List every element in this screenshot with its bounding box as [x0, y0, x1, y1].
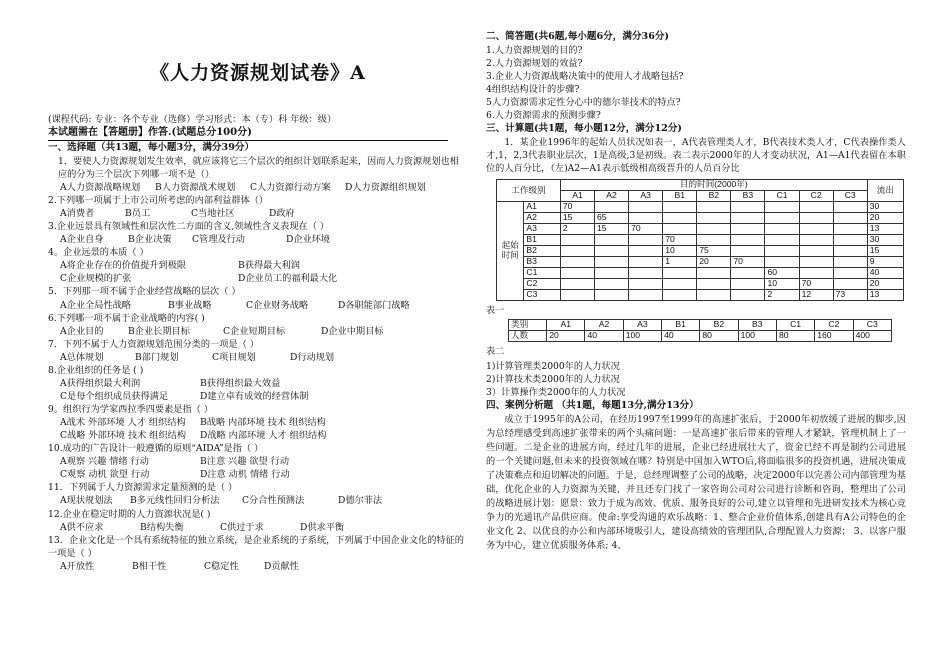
- row-label: A1: [524, 201, 561, 212]
- table-cell: [833, 267, 867, 278]
- table-cell: [629, 234, 663, 245]
- exam-notice: 本试题需在【答题册】作答.(试题总分100分): [48, 126, 448, 141]
- option-a: A开放性: [60, 560, 95, 572]
- outflow-cell: 9: [867, 256, 903, 267]
- table-cell: [595, 289, 629, 300]
- question-options: [48, 468, 468, 481]
- table-row: [497, 212, 904, 223]
- option-c: C当地社区: [191, 208, 235, 220]
- table-cell: [697, 223, 731, 234]
- question-stem: 10.成功的广告设计一般遵循的原则“AIDA”是指（ ）: [48, 443, 264, 455]
- table-cell: [595, 267, 629, 278]
- task-3: 3）计算操作类2000年的人力状况: [486, 387, 626, 399]
- table-cell: 400: [853, 330, 891, 341]
- option-a: A消费者: [60, 208, 95, 220]
- task-1: 1)计算管理类2000年的人力状况: [486, 360, 620, 372]
- column-header: B3: [731, 190, 765, 201]
- question-options: [48, 429, 468, 442]
- option-d: D注意 动机 情绪 行动: [200, 469, 290, 481]
- table-cell: [731, 223, 765, 234]
- section2-header: 二、简答题(共6题,每小题6分，满分36分): [486, 31, 670, 42]
- option-b: B部门规划: [135, 351, 179, 363]
- page-title: 《人力资源规划试卷》A: [150, 62, 366, 84]
- table-cell: [663, 267, 697, 278]
- option-a: A企业目的: [60, 325, 104, 337]
- table-cell: [629, 245, 663, 256]
- option-d: D贡献性: [264, 560, 299, 572]
- question-3: [48, 220, 468, 246]
- table-cell: [560, 267, 594, 278]
- outflow-cell: 13: [867, 223, 903, 234]
- question-options: [48, 207, 468, 220]
- row-label: B1: [524, 234, 561, 245]
- table-cell: 65: [595, 212, 629, 223]
- column-header: A2: [585, 319, 623, 330]
- table-row: [497, 223, 904, 234]
- option-a: A获得组织最大利润: [60, 377, 141, 389]
- row-label: A2: [524, 212, 561, 223]
- table-cell: [765, 245, 799, 256]
- question-stem: 6.下列哪一项不属于企业战略的内容( ): [48, 312, 205, 324]
- table-cell: [697, 212, 731, 223]
- row-label: B2: [524, 245, 561, 256]
- row-label: C3: [524, 289, 561, 300]
- table-row: [497, 278, 904, 289]
- table-value-label: 人数: [509, 330, 547, 341]
- option-d: D人力资源组织规划: [345, 181, 426, 193]
- table-cell: [799, 256, 833, 267]
- table-cell: [595, 245, 629, 256]
- option-d: D建立卓有成效的经营体制: [200, 390, 309, 402]
- table-cell: [765, 212, 799, 223]
- short-question-2: 2.人力资源规划的效益?: [486, 57, 583, 69]
- option-b: B事业战略: [168, 299, 212, 311]
- table-cell: 60: [765, 267, 799, 278]
- question-10: [48, 442, 468, 481]
- outflow-header: 流出: [867, 179, 903, 201]
- option-d: D战略 内部环境 人才 组织结构: [200, 430, 327, 442]
- column-header: C3: [853, 319, 891, 330]
- option-a: A将企业存在的价值提升到极限: [60, 260, 187, 272]
- option-c: C企业规模的扩张: [60, 273, 132, 285]
- table-cell: [833, 201, 867, 212]
- table-row: [497, 289, 904, 300]
- table-cell: 12: [799, 289, 833, 300]
- column-header: C3: [833, 190, 867, 201]
- outflow-cell: 20: [867, 278, 903, 289]
- table-cell: [731, 245, 765, 256]
- column-header: A1: [547, 319, 585, 330]
- table-cell: [799, 245, 833, 256]
- table-row: [497, 234, 904, 245]
- table-row: [497, 256, 904, 267]
- table-cell: 160: [815, 330, 853, 341]
- table-cell: [663, 212, 697, 223]
- table-cell: 2: [765, 289, 799, 300]
- table-cell: [765, 201, 799, 212]
- table-cell: [799, 234, 833, 245]
- column-header: A1: [560, 190, 594, 201]
- question-8: [48, 364, 468, 403]
- question-4: [48, 246, 468, 285]
- table-cell: 40: [585, 330, 623, 341]
- question-options: [48, 560, 468, 573]
- option-c: C企业财务战略: [246, 299, 309, 311]
- row-label: C1: [524, 267, 561, 278]
- short-question-6: 6.人力资源需求的预测步骤?: [486, 109, 601, 121]
- table-cell: [663, 289, 697, 300]
- table-cell: [697, 234, 731, 245]
- column-header: B1: [663, 190, 697, 201]
- table-cell: 70: [663, 234, 697, 245]
- question-stem: 5．下列那一项不属于企业经营战略的层次（ ）: [48, 286, 241, 298]
- table-cell: [595, 234, 629, 245]
- table-cell: 100: [623, 330, 661, 341]
- option-c: C管理及行动: [192, 234, 245, 246]
- question-stem: 9。组织行为学家西拉季四要素是指（ ）: [48, 404, 213, 416]
- question-options: [48, 521, 468, 534]
- option-b: B多元线性回归分析法: [130, 495, 220, 507]
- table-cell: 2: [560, 223, 594, 234]
- section4-header: 四、案例分析题 （共1题，每题13分,满分13分）: [486, 400, 699, 412]
- table-cell: [833, 278, 867, 289]
- table-cell: 70: [629, 223, 663, 234]
- option-b: B员工: [125, 208, 151, 220]
- option-a: A总体规划: [60, 351, 104, 363]
- table-cell: 15: [595, 223, 629, 234]
- table-cell: [731, 278, 765, 289]
- table-cell: [663, 201, 697, 212]
- question-stem: 2.下列哪一项属于上市公司所考虑的内部利益群体（）: [48, 195, 269, 207]
- column-header: B2: [700, 319, 738, 330]
- table-cell: [833, 223, 867, 234]
- table1-caption: 表一: [486, 304, 505, 316]
- question-options: [48, 272, 468, 285]
- option-b: B战略 内部环境 技术 组织结构: [200, 417, 326, 429]
- option-a: A人力资源战略规划: [60, 181, 141, 193]
- table-cell: [629, 289, 663, 300]
- table-cell: [799, 212, 833, 223]
- table-cell: 20: [547, 330, 585, 341]
- table-cell: [765, 256, 799, 267]
- table-cell: 73: [833, 289, 867, 300]
- option-a: A企业全局性战略: [60, 299, 131, 311]
- option-b: B结构失衡: [140, 521, 184, 533]
- question-options: [48, 181, 468, 194]
- question-7: [48, 338, 468, 364]
- option-d: D行动规划: [290, 351, 335, 363]
- section3-header: 三、计算题(共1题，每小题12分，满分12分): [486, 122, 682, 134]
- table-cell: [731, 267, 765, 278]
- option-c: C稳定性: [204, 560, 239, 572]
- section3-text: 1．某企业1996年的起始人员状况如表一，A代表管理类人才，B代表技术类人才，C代表操作类人才,1，2,3代表职业层次，1是高级,3是初级。表二表示2000年的人才变动状况，A1—A1代表留在本职位的人百分比，（左)A2—A1表示低级相高级晋升的人员百分比: [486, 136, 906, 174]
- question-12: [48, 508, 468, 534]
- question-options: [48, 233, 468, 246]
- table-cell: [560, 245, 594, 256]
- question-options: [48, 416, 468, 429]
- option-b: B人力资源战术规划: [155, 181, 236, 193]
- option-a: A战术 外部环境 人才 组织结构: [60, 417, 186, 429]
- question-13: [48, 534, 468, 573]
- table-cell: [560, 278, 594, 289]
- short-question-3: 3.企业人力资源战略决策中的使用人才战略包括?: [486, 70, 684, 82]
- option-c: C人力资源行动方案: [250, 181, 331, 193]
- table-cell: [697, 278, 731, 289]
- table-cell: [560, 289, 594, 300]
- question-options: [48, 299, 468, 312]
- column-header: A3: [623, 319, 661, 330]
- table-cell: [833, 256, 867, 267]
- table-cell: [629, 256, 663, 267]
- table-cell: [731, 212, 765, 223]
- row-label: A3: [524, 223, 561, 234]
- short-question-1: 1.人力资源规划的目的?: [486, 44, 583, 56]
- population-table: [508, 319, 892, 342]
- question-stem: 7．下列不属于人力资源规划范围分类的一项是（ ）: [48, 338, 259, 350]
- question-stem: 4。企业远景的本质（ ）: [48, 247, 149, 259]
- question-options: [48, 494, 468, 507]
- table-cell: 20: [697, 256, 731, 267]
- table-cell: [799, 223, 833, 234]
- option-c: C战略 外部环境 技术 组织结构: [60, 430, 187, 442]
- table-cell: [595, 278, 629, 289]
- option-a: A供不应求: [60, 521, 104, 533]
- table-header-label: 类别: [509, 319, 547, 330]
- table-cell: [765, 234, 799, 245]
- question-6: [48, 312, 468, 338]
- table-cell: 70: [731, 256, 765, 267]
- left-column: [48, 30, 468, 573]
- outflow-cell: 40: [867, 267, 903, 278]
- question-stem: 13．企业文化是一个具有系统特征的独立系统，是企业系统的子系统，下列属于中国企业文化的特征的一项是（ ）: [48, 534, 464, 559]
- table-cell: 1: [663, 256, 697, 267]
- table-cell: [595, 201, 629, 212]
- question-options: [48, 377, 468, 390]
- option-c: C观察 动机 欲望 行动: [60, 469, 150, 481]
- table-cell: 100: [738, 330, 776, 341]
- table-corner: 工作级别: [497, 179, 561, 201]
- table-cell: [663, 278, 697, 289]
- column-header: C2: [815, 319, 853, 330]
- option-a: A现状规划法: [60, 495, 113, 507]
- question-options: [48, 390, 468, 403]
- table-cell: [697, 289, 731, 300]
- question-stem: 12.企业在稳定时期的人力资源状况是( ): [48, 508, 211, 520]
- course-info: (课程代码: 专业：各个专业（选修）学习形式：本（专）科 年级：级）: [48, 113, 337, 125]
- table-cell: [629, 267, 663, 278]
- table-cell: [833, 245, 867, 256]
- option-b: B企业长期目标: [128, 325, 190, 337]
- table-cell: [629, 212, 663, 223]
- option-d: D企业中期目标: [321, 325, 384, 337]
- row-label: B3: [524, 256, 561, 267]
- row-group-label: 起始时间: [497, 201, 524, 300]
- option-d: D供求平衡: [300, 521, 345, 533]
- question-stem: 11．下列属于人力资源需求定量预测的是（ ）: [48, 482, 238, 494]
- outflow-cell: 13: [867, 289, 903, 300]
- option-a: A观察 兴趣 情绪 行动: [60, 456, 149, 468]
- table-cell: [697, 201, 731, 212]
- option-c: C项目规划: [212, 351, 256, 363]
- option-d: D企业环境: [286, 234, 331, 246]
- column-header: B1: [662, 319, 700, 330]
- table-cell: [833, 234, 867, 245]
- case-text: 成立于1995年的A公司，在经历1997至1999年的高速扩张后，于2000年初放缓了进展的脚步,因为总经理感受到高速扩张带来的两个头痛问题：一是高速扩张后带来的管理人才紧缺，管理机制上了一些问题。二是企业的进展方向，经过几年的进展，企业已经进展壮大了，资金已经不再是制约公司进展的一个关键问题,但未来的投资领域在哪？特别是中国加入WTO后,将面临很多的投资机遇，进展决策成了决策难点和迫切解决的问题。于是，总经理调整了公司的战略，决定2000年以完善公司内部管理为基础，优化企业的人力资源为关键，并且还专门找了一家咨询公司对公司进行诊断和咨询，整理出了公司的战略进展计划：愿景：致力于成为高效、优质、服务良好的公司,建立以管理和先进研发技术为核心竞争力的光通讯产品供应商。使命:享受沟通的欢乐战略：1、整合企业价值体系,创建具有A公司特色的企业文化 2、以优良的办公和内部环境吸引人，建设高绩效的管理团队,合理配置人力资源； 3、以客户服务为中心，建立优质服务体系; 4、: [486, 413, 906, 551]
- table-cell: [731, 289, 765, 300]
- row-label: C2: [524, 278, 561, 289]
- section1-header: 一、选择题（共13题，每小题3分，满分39分）: [48, 142, 255, 154]
- task-2: 2)计算技术类2000年的人力状况: [486, 373, 620, 385]
- option-b: B注意 兴趣 欲望 行动: [200, 456, 290, 468]
- table-cell: 70: [560, 201, 594, 212]
- table-cell: [799, 201, 833, 212]
- question-stem: 3.企业远景具有领域性和层次性二方面的含义,领域性含义表现在（ ）: [48, 221, 330, 233]
- short-question-5: 5人力资源需求定性分心中的德尔菲技术的特点?: [486, 96, 681, 108]
- table-cell: 75: [697, 245, 731, 256]
- option-c: C企业短期目标: [223, 325, 286, 337]
- outflow-cell: 30: [867, 201, 903, 212]
- table-cell: [663, 223, 697, 234]
- table-cell: [731, 234, 765, 245]
- table-cell: [560, 256, 594, 267]
- table-cell: 10: [765, 278, 799, 289]
- table-cell: [765, 223, 799, 234]
- table-row: [497, 245, 904, 256]
- table-cell: [697, 267, 731, 278]
- table-row: [497, 201, 904, 212]
- question-1: [48, 155, 468, 194]
- table-cell: 10: [663, 245, 697, 256]
- table2-caption: 表二: [486, 345, 505, 357]
- column-header: B2: [697, 190, 731, 201]
- question-11: [48, 481, 468, 507]
- option-b: B获得组织最大效益: [200, 377, 281, 389]
- option-d: D各职能部门战略: [338, 299, 410, 311]
- column-header: A2: [595, 190, 629, 201]
- table-cell: [833, 212, 867, 223]
- column-header: A3: [629, 190, 663, 201]
- column-header: C1: [765, 190, 799, 201]
- option-b: B企业决策: [128, 234, 172, 246]
- option-d: D企业员工的福利最大化: [238, 273, 338, 285]
- option-b: B相干性: [132, 560, 167, 572]
- table-cell: [629, 201, 663, 212]
- table-cell: 40: [662, 330, 700, 341]
- table-cell: [799, 267, 833, 278]
- option-d: D政府: [269, 208, 295, 220]
- question-options: [48, 455, 468, 468]
- table-cell: 80: [700, 330, 738, 341]
- table-row: [497, 267, 904, 278]
- table-cell: [731, 201, 765, 212]
- table-cell: [595, 256, 629, 267]
- table-cell: [560, 234, 594, 245]
- column-header: C2: [799, 190, 833, 201]
- question-options: [48, 259, 468, 272]
- question-stem: 8.企业组织的任务是 ( ): [48, 364, 144, 376]
- outflow-cell: 20: [867, 212, 903, 223]
- column-header: B3: [738, 319, 776, 330]
- question-2: [48, 194, 468, 220]
- option-a: A企业自身: [60, 234, 104, 246]
- outflow-cell: 30: [867, 234, 903, 245]
- question-options: [48, 351, 468, 364]
- table-cell: [629, 278, 663, 289]
- table-cell: 70: [799, 278, 833, 289]
- question-stem: 1．要使人力资源规划发生效率，就应该将它三个层次的组织计划联系起来，因而人力资源规划也相应的分为三个层次下列哪一项不是（）: [58, 155, 459, 180]
- short-question-4: 4组织结构设计的步骤?: [486, 83, 580, 95]
- option-c: C分合性预测法: [242, 495, 305, 507]
- right-column: [486, 30, 906, 553]
- column-header: C1: [776, 319, 814, 330]
- question-9: [48, 403, 468, 442]
- flow-table: [496, 179, 904, 301]
- table-cell: 80: [776, 330, 814, 341]
- option-d: D德尔菲法: [338, 495, 383, 507]
- option-b: B获得最大利润: [238, 260, 300, 272]
- question-options: [48, 325, 468, 338]
- outflow-cell: 15: [867, 245, 903, 256]
- table-cell: 15: [560, 212, 594, 223]
- option-c: C是每个组织成员获得满足: [60, 390, 169, 402]
- question-5: [48, 285, 468, 311]
- option-c: C供过于求: [220, 521, 264, 533]
- table-group-header: 目的时间(2000年): [560, 179, 867, 190]
